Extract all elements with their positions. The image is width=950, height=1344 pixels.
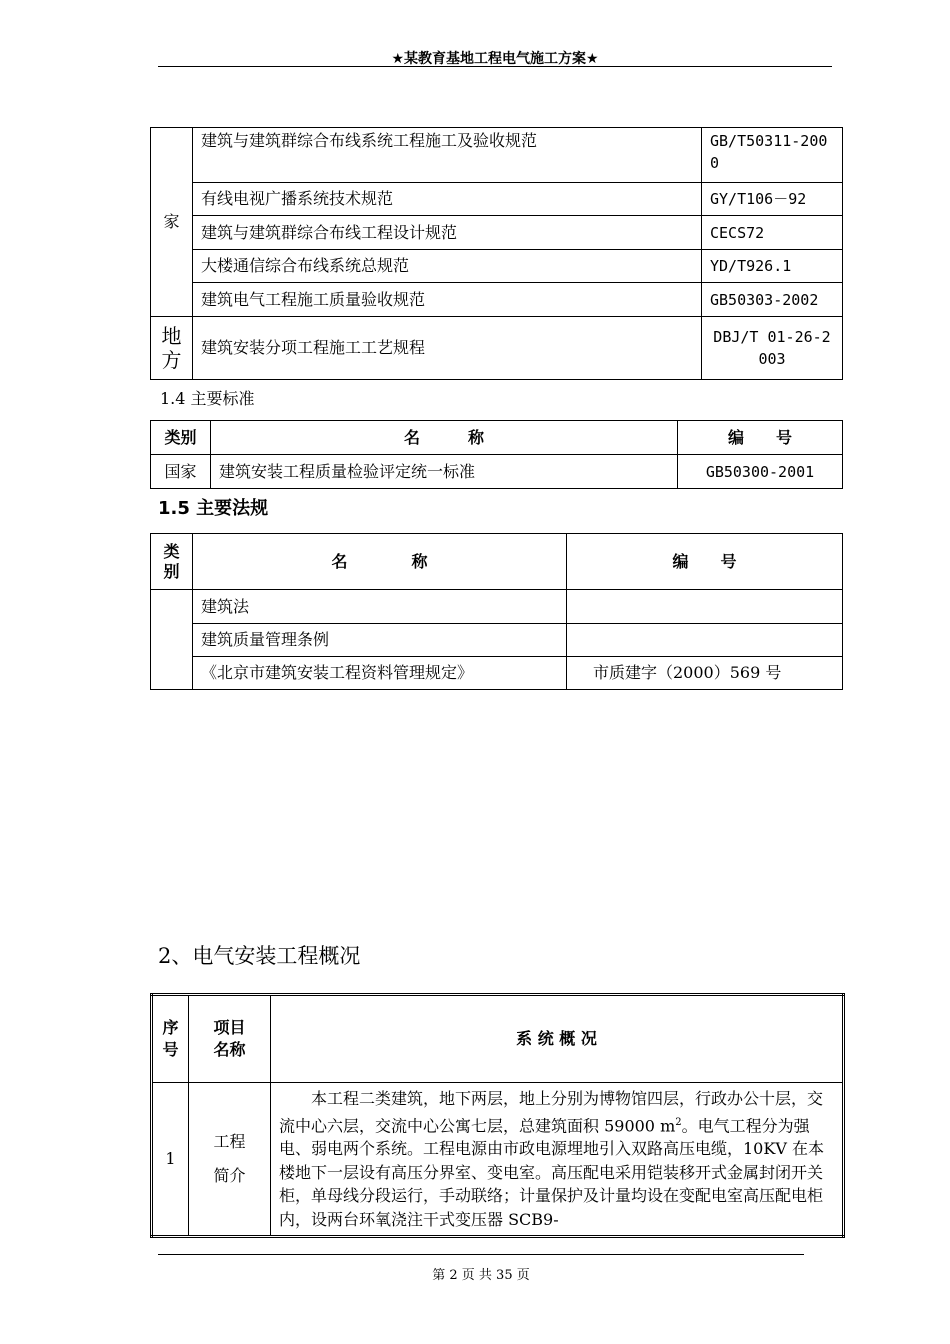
- standard-name: 建筑电气工程施工质量验收规范: [193, 283, 702, 317]
- page-header-title: ★某教育基地工程电气施工方案★: [391, 51, 599, 67]
- section-heading-2: 2、电气安装工程概况: [158, 944, 361, 968]
- standard-name: 有线电视广播系统技术规范: [193, 183, 702, 216]
- header-overview: 系 统 概 况: [271, 995, 844, 1083]
- regulations-table: [150, 533, 843, 690]
- regulation-code: 市质建字（2000）569 号: [567, 657, 843, 690]
- category-cell: 国家: [151, 455, 211, 489]
- regulation-name: 建筑法: [193, 590, 567, 624]
- header-code: 编 号: [567, 534, 843, 590]
- overview-text-part-a: 本工程二类建筑，地下两层，地上分别为博物馆四层，行政办公十层，交流中心六层，交流中心公寓七层，总建筑面积 59000 m: [279, 1089, 824, 1135]
- standard-code: GY/T106－92: [702, 183, 843, 216]
- section-heading-1-4: 1.4 主要标准: [160, 389, 255, 408]
- header-name: 名 称: [211, 421, 678, 455]
- standard-code: GB50303-2002: [702, 283, 843, 317]
- header-item: 项目名称: [189, 995, 271, 1083]
- superscript: 2: [675, 1116, 682, 1128]
- category-cell-local: 地方: [151, 317, 193, 380]
- standard-code: CECS72: [702, 216, 843, 250]
- standard-code: DBJ/T 01-26-2003: [702, 317, 843, 380]
- category-cell-empty: [151, 590, 193, 690]
- footer-rule: [158, 1254, 804, 1255]
- main-standards-table: [150, 420, 843, 489]
- header-category: 类别: [151, 421, 211, 455]
- standard-name: 建筑与建筑群综合布线工程设计规范: [193, 216, 702, 250]
- standard-name: 建筑安装工程质量检验评定统一标准: [211, 455, 678, 489]
- header-name: 名 称: [193, 534, 567, 590]
- overview-text-part-b: 。电气工程分为强电、弱电两个系统。工程电源由市政电源埋地引入双路高压电缆，10KV 在本楼地下一层设有高压分界室、变电室。高压配电采用铠装移开式金属封闭开关柜，单母线分段运行，手动联络；计量保护及计量均设在变配电室高压配电柜内，设两台环氧浇注干式变压器 SCB9-: [279, 1115, 824, 1229]
- section-heading-1-5: 1.5 主要法规: [158, 498, 269, 519]
- header-code: 编 号: [678, 421, 843, 455]
- row-number: 1: [152, 1083, 189, 1237]
- standard-code: GB50300-2001: [678, 455, 843, 489]
- category-cell-national: 家: [151, 128, 193, 317]
- regulation-code: [567, 624, 843, 657]
- standard-name: 大楼通信综合布线系统总规范: [193, 250, 702, 283]
- page-number: 第 2 页 共 35 页: [432, 1268, 530, 1283]
- standard-name: 建筑与建筑群综合布线系统工程施工及验收规范: [193, 128, 702, 183]
- regulation-code: [567, 590, 843, 624]
- overview-table: [150, 993, 845, 1238]
- regulation-name: 建筑质量管理条例: [193, 624, 567, 657]
- header-category: 类别: [151, 534, 193, 590]
- standards-table-continued: [150, 127, 843, 380]
- header-no: 序号: [152, 995, 189, 1083]
- standard-code: GB/T50311-2000: [702, 128, 843, 183]
- regulation-name: 《北京市建筑安装工程资料管理规定》: [193, 657, 567, 690]
- standard-code: YD/T926.1: [702, 250, 843, 283]
- row-item-name: 工程简介: [189, 1083, 271, 1237]
- row-overview-text: [271, 1083, 844, 1237]
- header-rule: [158, 66, 832, 67]
- standard-name: 建筑安装分项工程施工工艺规程: [193, 317, 702, 380]
